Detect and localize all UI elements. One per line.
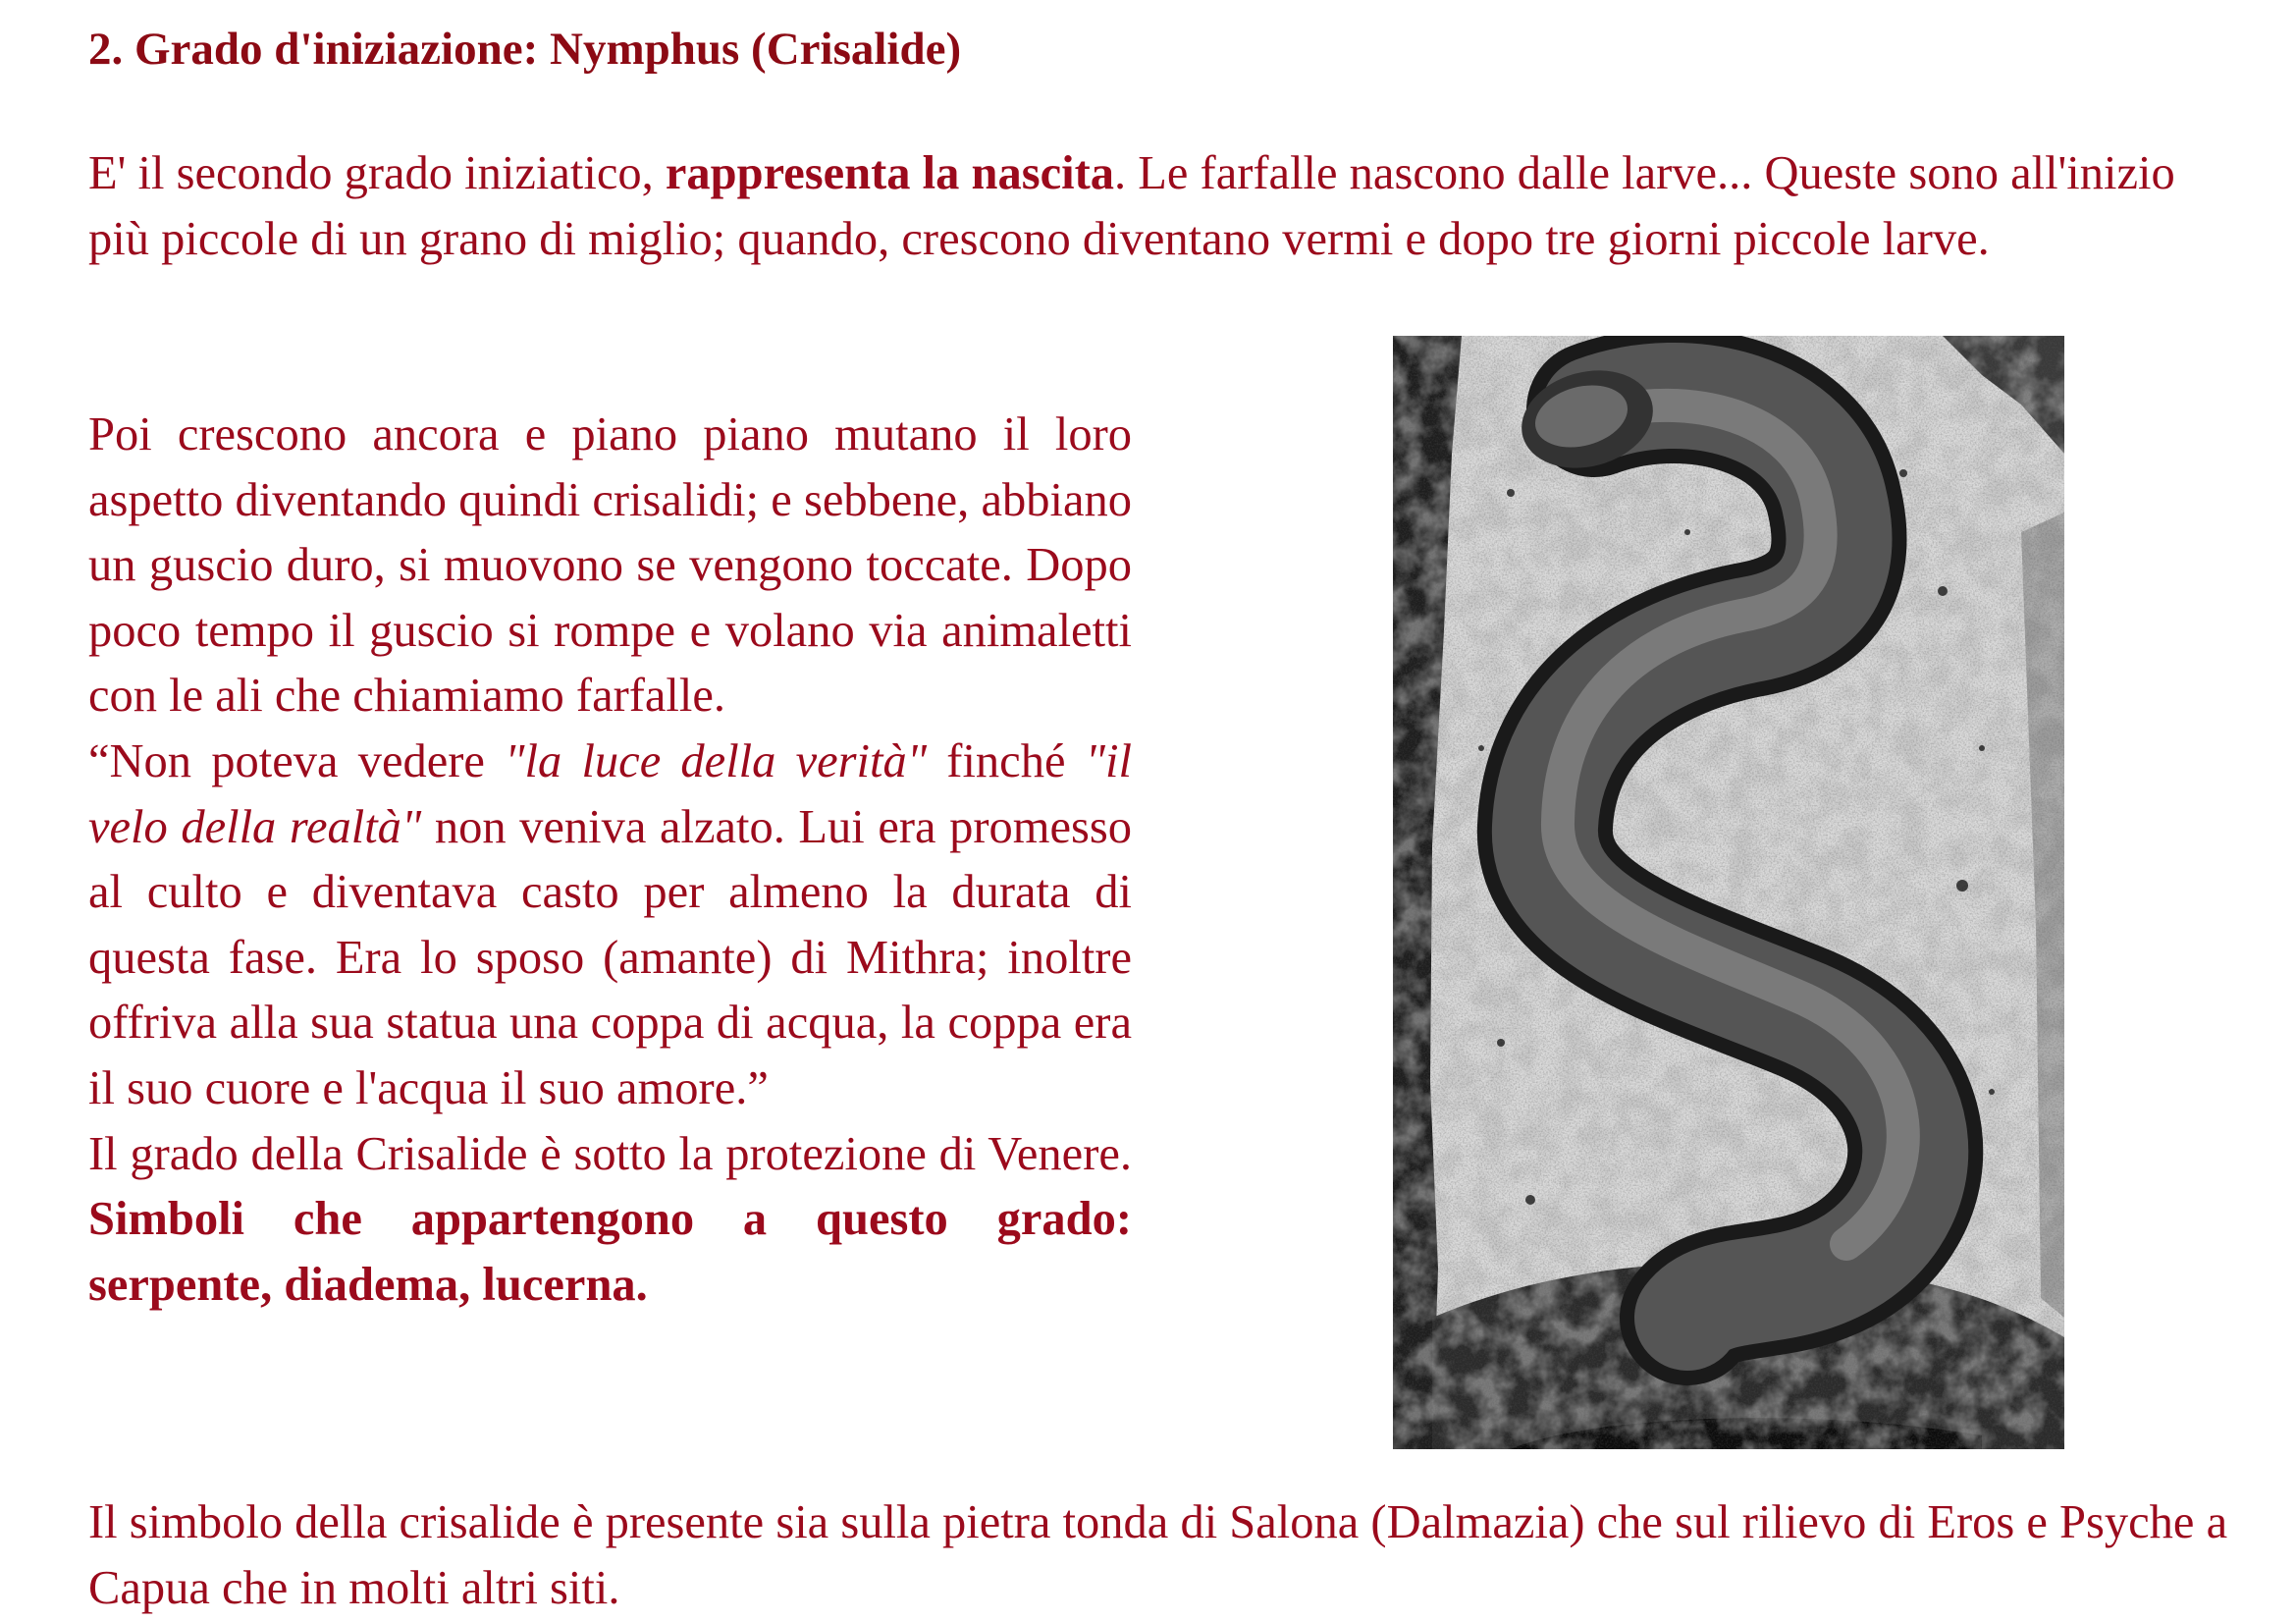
quote-rest: non veniva alzato. Lui era promesso al culto e diventava casto per almeno la durata di questa fase. Era lo sposo (amante) di Mithra; inoltre offriva alla sua statua una coppa di acqua, la coppa era il suo cuore e l'acqua il suo amore.” [88, 800, 1132, 1114]
section-heading: 2. Grado d'iniziazione: Nymphus (Crisalide) [88, 24, 962, 75]
serpent-relief-photo [1393, 336, 2064, 1449]
closing-paragraph: Il simbolo della crisalide è presente sia sulla pietra tonda di Salona (Dalmazia) che sul rilievo di Eros e Psyche a Capua che in molti altri siti. [88, 1496, 2228, 1614]
quote-paragraph [88, 730, 1132, 1122]
symbols-bold-text: Simboli che appartengono a questo grado: serpente, diadema, lucerna. [88, 1193, 1132, 1311]
quote-italic-reality: "il velo della realtà" [88, 734, 1132, 853]
intro-bold-phrase: rappresenta la nascita [665, 147, 1115, 199]
intro-text-2: . Le farfalle nascono dalle larve... Queste sono all'inizio più piccole di un grano di miglio; quando, crescono diventano vermi e dopo tre giorni piccole larve. [88, 147, 2175, 265]
protection-text: Il grado della Crisalide è sotto la protezione di Venere. [88, 1127, 1132, 1180]
quote-mid: finché [927, 734, 1086, 787]
chrysalis-paragraph: Poi crescono ancora e piano piano mutano il loro aspetto diventando quindi crisalidi; e sebbene, abbiano un guscio duro, si muovono se vengono toccate. Dopo poco tempo il guscio si rompe e volano via animaletti con le ali che chiamiamo farfalle. [88, 408, 1132, 723]
intro-text-1: E' il secondo grado iniziatico, [88, 147, 666, 199]
main-text-column [88, 403, 1132, 1318]
protection-paragraph [88, 1122, 1132, 1319]
quote-italic-truth: "la luce della verità" [505, 734, 928, 787]
serpent-relief-image [1393, 336, 2064, 1449]
quote-open: “Non poteva vedere [88, 734, 506, 787]
intro-paragraph [88, 141, 2199, 272]
